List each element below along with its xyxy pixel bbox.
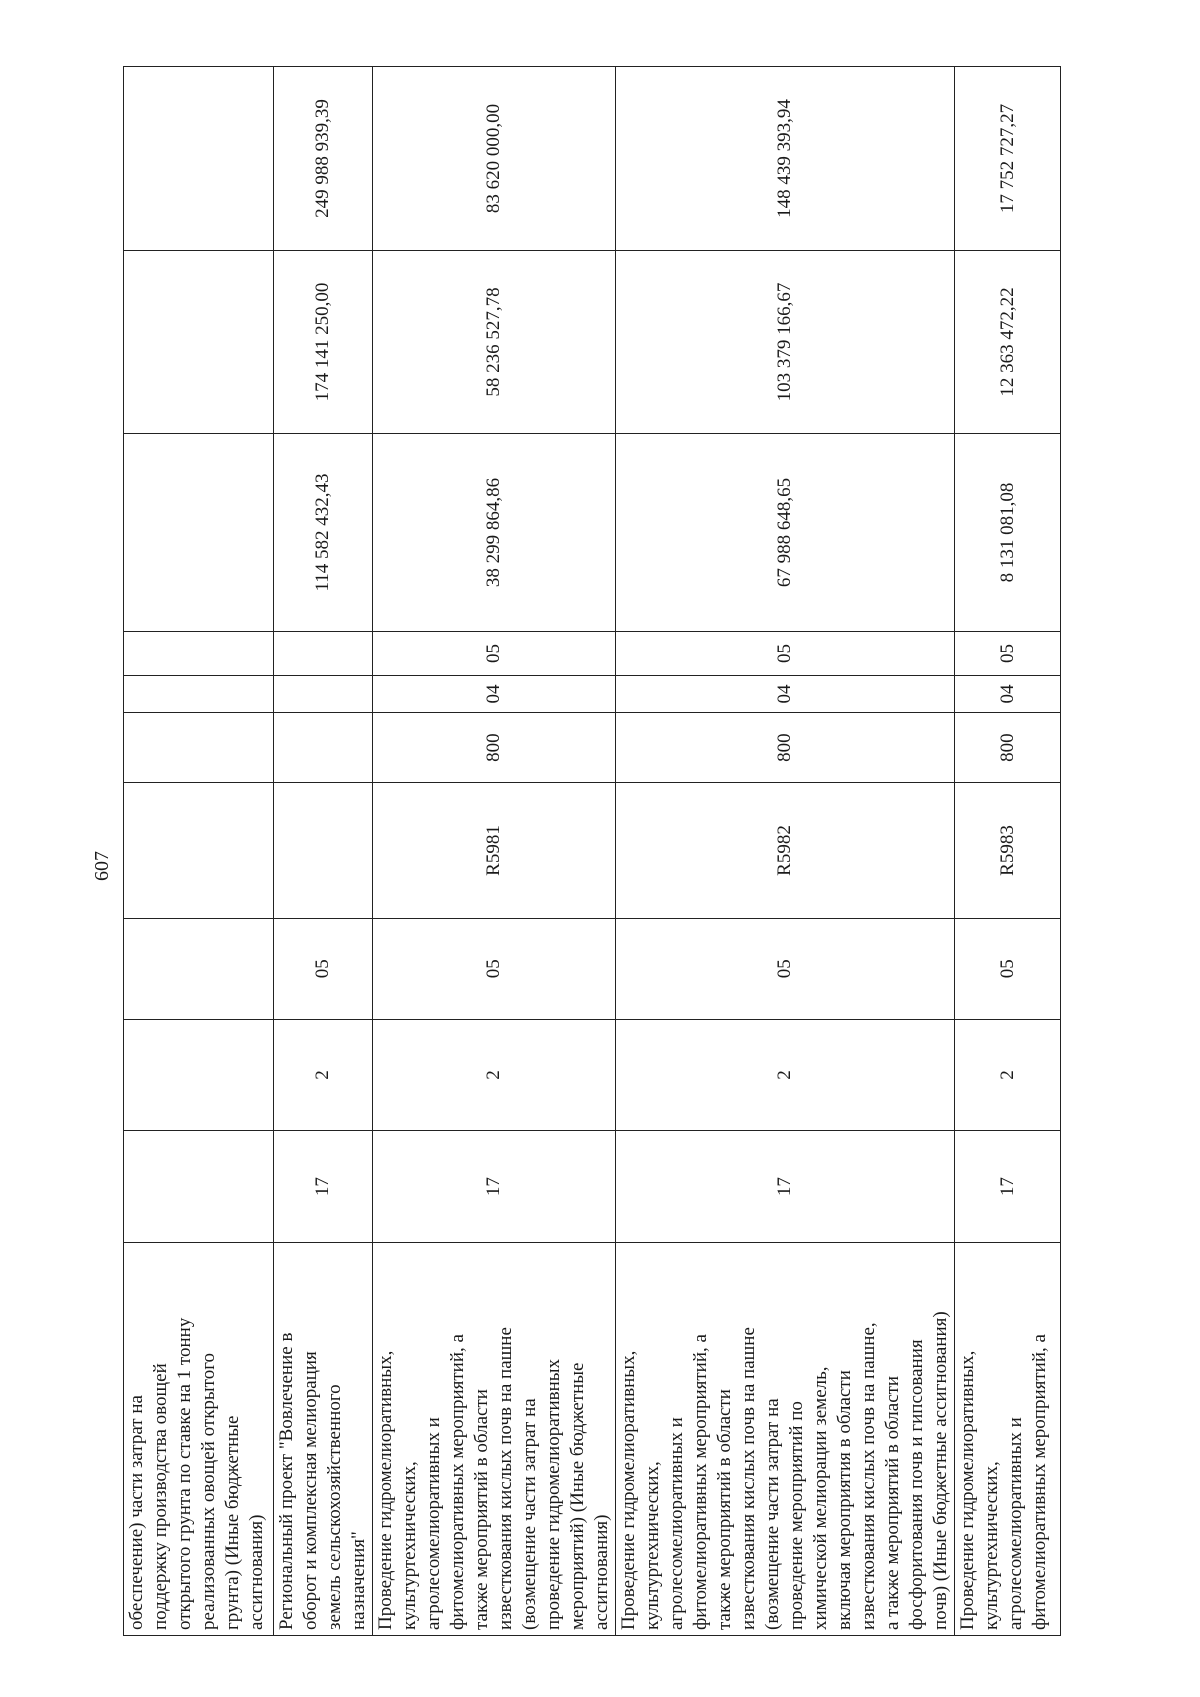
row-description: обеспечение) части затрат на поддержку производства овощей открытого грунта по ставке на 1 тонну реализованных овощей открытого грунта) (Иные бюджетные ассигнования) (124, 1242, 274, 1635)
cell-amount-year1: 114 582 432,43 (274, 433, 373, 631)
cell-subprogram: 2 (274, 1019, 373, 1131)
cell-program: 17 (373, 1131, 616, 1243)
table-row (373, 67, 616, 1636)
cell-amount-year3: 148 439 393,94 (616, 67, 955, 251)
row-description: Проведение гидромелиоративных, культуртехнических, агролесомелиоративных и фитомелиоративных мероприятий, а (955, 1242, 1061, 1635)
cell-amount-year1 (124, 433, 274, 631)
cell-subprogram: 2 (373, 1019, 616, 1131)
cell-main-event: 05 (373, 918, 616, 1019)
cell-subprogram: 2 (616, 1019, 955, 1131)
table-row (955, 67, 1061, 1636)
cell-amount-year2: 103 379 166,67 (616, 251, 955, 434)
page-number: 607 (91, 851, 113, 881)
cell-expense-type (124, 713, 274, 783)
cell-expense-type: 800 (955, 713, 1061, 783)
cell-expense-type (274, 713, 373, 783)
cell-subsection: 05 (955, 632, 1061, 676)
cell-amount-year2: 174 141 250,00 (274, 251, 373, 434)
cell-amount-year2: 12 363 472,22 (955, 251, 1061, 434)
cell-section: 04 (616, 675, 955, 712)
row-description: Проведение гидромелиоративных, культуртехнических, агролесомелиоративных и фитомелиоративных мероприятий, а также мероприятий в области известкования кислых почв на пашне (возмещение части затрат на проведение гидромелиоративных мероприятий) (Иные бюджетные ассигнования) (373, 1242, 616, 1635)
cell-expense-type: 800 (373, 713, 616, 783)
cell-amount-year3: 17 752 727,27 (955, 67, 1061, 251)
cell-amount-year3: 83 620 000,00 (373, 67, 616, 251)
cell-amount-year3 (124, 67, 274, 251)
cell-amount-year3: 249 988 939,39 (274, 67, 373, 251)
cell-direction (274, 783, 373, 919)
cell-direction (124, 783, 274, 919)
budget-table-container (123, 66, 1123, 1636)
cell-program: 17 (616, 1131, 955, 1243)
cell-main-event: 05 (955, 918, 1061, 1019)
cell-main-event: 05 (616, 918, 955, 1019)
cell-section (124, 675, 274, 712)
cell-main-event: 05 (274, 918, 373, 1019)
cell-program (124, 1131, 274, 1243)
cell-subprogram: 2 (955, 1019, 1061, 1131)
cell-subsection: 05 (616, 632, 955, 676)
cell-direction: R5983 (955, 783, 1061, 919)
cell-expense-type: 800 (616, 713, 955, 783)
cell-subprogram (124, 1019, 274, 1131)
cell-subsection (124, 632, 274, 676)
cell-section: 04 (373, 675, 616, 712)
cell-amount-year1: 67 988 648,65 (616, 433, 955, 631)
table-row (274, 67, 373, 1636)
cell-section (274, 675, 373, 712)
budget-table (123, 66, 1061, 1636)
cell-subsection: 05 (373, 632, 616, 676)
cell-direction: R5982 (616, 783, 955, 919)
row-description: Региональный проект "Вовлечение в оборот и комплексная мелиорация земель сельскохозяйственного назначения" (274, 1242, 373, 1635)
row-description: Проведение гидромелиоративных, культуртехнических, агролесомелиоративных и фитомелиоративных мероприятий, а также мероприятий в области известкования кислых почв на пашне (возмещение части затрат на проведение мероприятий по химической мелиорации земель, включая мероприятия в области известкования кислых почв на пашне, а также мероприятий в области фосфоритования почв и гипсования почв) (Иные бюджетные ассигнования) (616, 1242, 955, 1635)
table-row (124, 67, 274, 1636)
cell-amount-year1: 38 299 864,86 (373, 433, 616, 631)
cell-amount-year1: 8 131 081,08 (955, 433, 1061, 631)
cell-amount-year2: 58 236 527,78 (373, 251, 616, 434)
cell-main-event (124, 918, 274, 1019)
cell-program: 17 (955, 1131, 1061, 1243)
table-row (616, 67, 955, 1636)
cell-subsection (274, 632, 373, 676)
cell-section: 04 (955, 675, 1061, 712)
cell-direction: R5981 (373, 783, 616, 919)
cell-program: 17 (274, 1131, 373, 1243)
cell-amount-year2 (124, 251, 274, 434)
